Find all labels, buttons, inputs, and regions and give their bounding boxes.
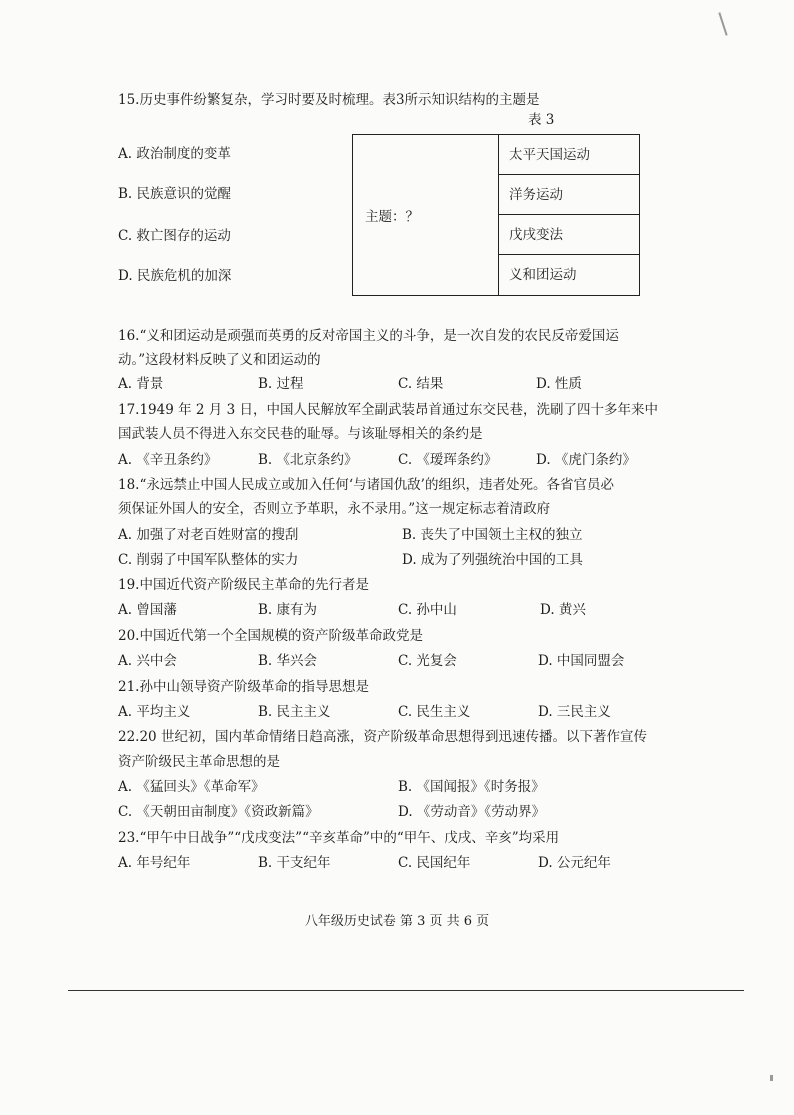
q17-option-b: B. 《北京条约》 — [258, 452, 358, 468]
q19-option-d: D. 黄兴 — [540, 602, 586, 618]
q22-stem-line2: 资产阶级民主革命思想的是 — [118, 754, 280, 770]
table-row-1: 太平天国运动 — [498, 135, 639, 175]
q16-stem-line1: 16.“义和团运动是顽强而英勇的反对帝国主义的斗争，是一次自发的农民反帝爱国运 — [118, 328, 619, 344]
scan-mark — [770, 1075, 773, 1081]
q19-option-c: C. 孙中山 — [398, 602, 457, 618]
q22-option-a: A. 《猛回头》《革命军》 — [118, 779, 265, 795]
q17-stem-line1: 17.1949 年 2 月 3 日，中国人民解放军全副武装昂首通过东交民巷，洗刷了四十多年来中 — [118, 402, 658, 418]
q20-option-c: C. 光复会 — [398, 653, 457, 669]
q20-stem: 20.中国近代第一个全国规模的资产阶级革命政党是 — [118, 628, 423, 644]
q21-option-d: D. 三民主义 — [538, 704, 611, 720]
q19-stem: 19.中国近代资产阶级民主革命的先行者是 — [118, 577, 369, 593]
q22-option-c: C. 《天朝田亩制度》《资政新篇》 — [118, 804, 319, 820]
q21-option-b: B. 民主主义 — [258, 704, 331, 720]
scan-mark — [718, 12, 727, 35]
q16-option-d: D. 性质 — [536, 376, 582, 392]
q23-option-a: A. 年号纪年 — [118, 855, 191, 871]
q23-option-b: B. 干支纪年 — [258, 855, 331, 871]
q19-option-a: A. 曾国藩 — [118, 602, 177, 618]
q17-option-a: A. 《辛丑条约》 — [118, 452, 218, 468]
q17-option-d: D. 《虎门条约》 — [536, 452, 636, 468]
q18-option-c: C. 削弱了中国军队整体的实力 — [118, 552, 299, 568]
q16-stem-line2: 动。”这段材料反映了义和团运动的 — [118, 352, 321, 368]
q15-option-d: D. 民族危机的加深 — [118, 268, 232, 284]
q20-option-d: D. 中国同盟会 — [538, 653, 625, 669]
q20-option-a: A. 兴中会 — [118, 653, 177, 669]
q23-option-c: C. 民国纪年 — [398, 855, 471, 871]
q23-stem: 23.“甲午中日战争”“戊戌变法”“辛亥革命”中的“甲午、戊戌、辛亥”均采用 — [118, 830, 560, 846]
table-row-4: 义和团运动 — [509, 267, 577, 283]
table-row-3: 戊戌变法 — [498, 215, 639, 255]
q19-option-b: B. 康有为 — [258, 602, 318, 618]
q15-option-b: B. 民族意识的觉醒 — [118, 186, 232, 202]
q15-stem: 15.历史事件纷繁复杂，学习时要及时梳理。表3所示知识结构的主题是 — [118, 92, 540, 108]
table-caption: 表 3 — [528, 112, 555, 128]
q23-option-d: D. 公元纪年 — [538, 855, 611, 871]
q18-stem-line1: 18.“永远禁止中国人民成立或加入任何‘与诸国仇敌’的组织，违者处死。各省官员必 — [118, 477, 614, 493]
q15-option-c: C. 救亡图存的运动 — [118, 228, 231, 244]
q17-stem-line2: 国武装人员不得进入东交民巷的耻辱。与该耻辱相关的条约是 — [118, 426, 483, 442]
knowledge-structure-table — [352, 134, 640, 296]
q21-stem: 21.孙中山领导资产阶级革命的指导思想是 — [118, 679, 369, 695]
bottom-rule — [68, 990, 744, 991]
q21-option-a: A. 平均主义 — [118, 704, 191, 720]
table-subject: 主题：？ — [365, 209, 419, 225]
q18-option-a: A. 加强了对老百姓财富的搜刮 — [118, 527, 299, 543]
q21-option-c: C. 民生主义 — [398, 704, 471, 720]
q18-option-d: D. 成为了列强统治中国的工具 — [402, 552, 583, 568]
q15-option-a: A. 政治制度的变革 — [118, 146, 231, 162]
table-row-2: 洋务运动 — [498, 175, 639, 215]
q17-option-c: C. 《瑷珲条约》 — [398, 452, 498, 468]
q16-option-b: B. 过程 — [258, 376, 304, 392]
q18-option-b: B. 丧失了中国领土主权的独立 — [402, 527, 583, 543]
q18-stem-line2: 须保证外国人的安全，否则立予革职，永不录用。”这一规定标志着清政府 — [118, 501, 551, 517]
q22-option-b: B. 《国闻报》《时务报》 — [398, 779, 545, 795]
q20-option-b: B. 华兴会 — [258, 653, 318, 669]
page-footer: 八年级历史试卷 第 3 页 共 6 页 — [304, 914, 490, 929]
q22-option-d: D. 《劳动音》《劳动界》 — [398, 804, 546, 820]
q22-stem-line1: 22.20 世纪初，国内革命情绪日趋高涨，资产阶级革命思想得到迅速传播。以下著作宣传 — [118, 729, 647, 745]
q16-option-c: C. 结果 — [398, 376, 444, 392]
q16-option-a: A. 背景 — [118, 376, 164, 392]
